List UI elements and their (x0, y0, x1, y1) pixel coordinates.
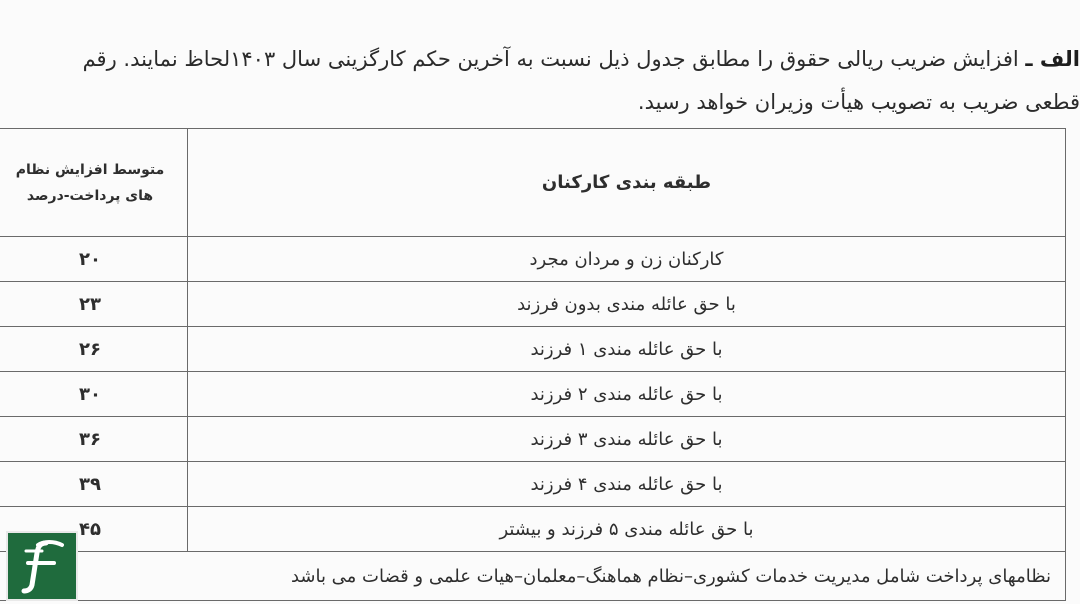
header-percent: متوسط افزایش نظام های پرداخت-درصد (0, 129, 188, 237)
row-category: با حق عائله مندی بدون فرزند (188, 282, 1066, 327)
header-category: طبقه بندی کارکنان (188, 129, 1066, 237)
intro-paragraph (0, 38, 1080, 124)
table-row (0, 462, 1066, 507)
row-percent: ۲۰ (0, 237, 188, 282)
row-percent: ۳۶ (0, 417, 188, 462)
row-category: با حق عائله مندی ۱ فرزند (188, 327, 1066, 372)
row-percent: ۳۰ (0, 372, 188, 417)
row-category: با حق عائله مندی ۴ فرزند (188, 462, 1066, 507)
newspaper-f-logo-icon (6, 531, 78, 601)
table-footnote: نظامهای پرداخت شامل مدیریت خدمات کشوری–نظام هماهنگ–معلمان–هیات علمی و قضات می باشد (0, 552, 1066, 601)
row-category: کارکنان زن و مردان مجرد (188, 237, 1066, 282)
table-header-row (0, 129, 1066, 237)
row-percent: ۲۳ (0, 282, 188, 327)
clause-label: الف ـ (1025, 47, 1080, 71)
table-row (0, 417, 1066, 462)
row-category: با حق عائله مندی ۲ فرزند (188, 372, 1066, 417)
row-percent: ۳۹ (0, 462, 188, 507)
intro-line-1 (0, 38, 1080, 81)
row-category: با حق عائله مندی ۵ فرزند و بیشتر (188, 507, 1066, 552)
table-row (0, 507, 1066, 552)
table-row (0, 282, 1066, 327)
row-category: با حق عائله مندی ۳ فرزند (188, 417, 1066, 462)
salary-increase-table (0, 128, 1066, 601)
row-percent: ۲۶ (0, 327, 188, 372)
table-row (0, 327, 1066, 372)
intro-text-1: افزایش ضریب ریالی حقوق را مطابق جدول ذیل نسبت به آخرین حکم کارگزینی سال ۱۴۰۳لحاظ نمایند. رقم (82, 47, 1019, 71)
table-footnote-row (0, 552, 1066, 601)
table-row (0, 372, 1066, 417)
table-row (0, 237, 1066, 282)
intro-line-2: قطعی ضریب به تصویب هیأت وزیران خواهد رسید. (637, 90, 1080, 114)
row-percent: ۴۵ (0, 507, 188, 552)
